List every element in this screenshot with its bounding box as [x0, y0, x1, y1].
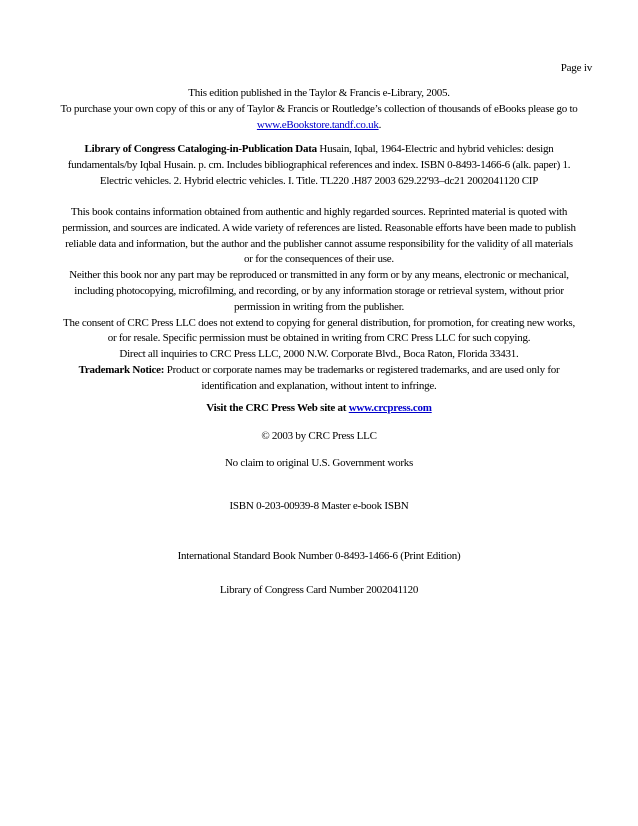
legal-paragraph-inquiries: Direct all inquiries to CRC Press LLC, 2000 N.W. Corporate Blvd., Boca Raton, Florida 33431. — [119, 348, 519, 361]
trademark-notice — [60, 363, 578, 395]
edition-line: This edition published in the Taylor & Francis e-Library, 2005. — [188, 87, 450, 99]
cip-text: Husain, Iqbal, 1964-Electric and hybrid vehicles: design fundamentals/by Iqbal Husain. p. cm. Includes bibliographical references and index. ISBN 0-8493-1466-6 (alk. paper) 1. Electric vehicles. 2. Hybrid electric vehicles. I. Title. TL220 .H87 2003 629.22'93–dc21 2002041120 CIP — [67, 143, 571, 187]
lccn-line: Library of Congress Card Number 2002041120 — [219, 584, 419, 596]
cip-label: Library of Congress Cataloging-in-Publication Data — [84, 143, 317, 155]
purchase-text: To purchase your own copy of this or any of Taylor & Francis or Routledge’s collection of thousands of eBooks please go to — [60, 102, 578, 115]
trademark-label: Trademark Notice: — [78, 363, 165, 376]
cip-record — [60, 142, 578, 189]
isbn-master-line: ISBN 0-203-00939-8 Master e-book ISBN — [229, 500, 409, 512]
ebookstore-link[interactable]: www.eBookstore.tandf.co.uk — [256, 118, 379, 131]
website-prefix: Visit the CRC Press Web site at — [206, 402, 349, 414]
isbn-print-line: International Standard Book Number 0-8493-1466-6 (Print Edition) — [177, 550, 461, 562]
edition-notice — [60, 86, 578, 133]
trademark-text: Product or corporate names may be trademarks or registered trademarks, and are used only for identification and explanation, without intent to infringe. — [164, 363, 560, 392]
page-number: Page iv — [560, 62, 592, 74]
legal-paragraph-sources: This book contains information obtained from authentic and highly regarded sources. Reprinted material is quoted with permission, and sources are indicated. A wide variety of references are listed. Reasonable efforts have been made to publish reliable data and information, but the author and the publisher cannot assume responsibility for the validity of all materials or for the consequences of their use. — [62, 206, 576, 266]
cip-data — [60, 142, 578, 189]
legal-paragraph-reproduction: Neither this book nor any part may be reproduced or transmitted in any form or by any means, electronic or mechanical, including photocopying, microfilming, and recording, or by any information storage or retrieval system, without prior permission in writing from the publisher. — [69, 269, 569, 313]
government-works-line: No claim to original U.S. Government works — [224, 457, 414, 469]
copyright-line: © 2003 by CRC Press LLC — [261, 430, 377, 442]
crcpress-link[interactable]: www.crcpress.com — [348, 402, 432, 414]
purchase-suffix: . — [378, 118, 382, 131]
purchase-notice — [60, 102, 578, 134]
legal-notice — [60, 205, 578, 395]
website-notice — [60, 402, 578, 414]
legal-paragraph-consent: The consent of CRC Press LLC does not extend to copying for general distribution, for promotion, for creating new works, or for resale. Specific permission must be obtained in writing from CRC Press LLC for such copying. — [63, 316, 575, 345]
